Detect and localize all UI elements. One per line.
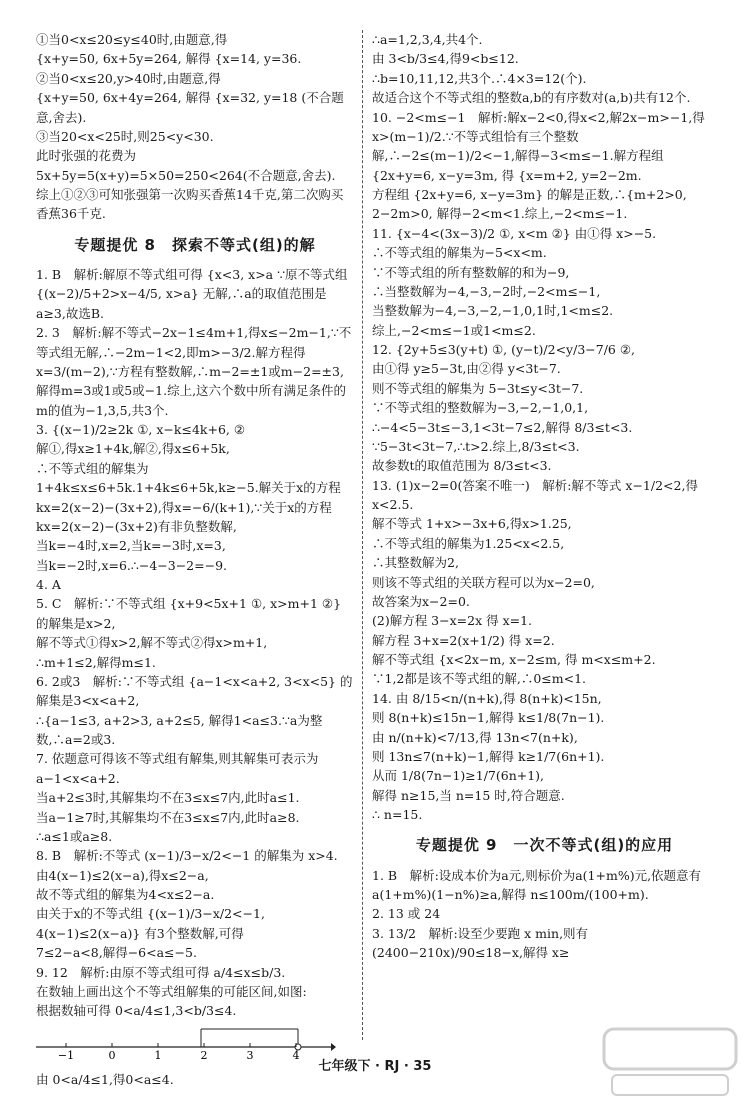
number-line-tick-label: 3 <box>246 1048 254 1061</box>
answer-line: 方程组 {2x+y=6, x−y=3m} 的解是正数,∴{m+2>0, 2−2m>0, 解得−2<m<1.综上,−2<m≤−1. <box>372 187 687 222</box>
answer-item: 1. B 解析:解原不等式组可得 {x<3, x>a ∵原不等式组 {(x−2)/5+2>x−4/5, x>a} 无解,∴a的取值范围是a≥3,故选B. <box>36 267 348 321</box>
answer-line: 当整数解为−4,−3,−2,−1,0,1时,1<m≤2. <box>372 303 614 319</box>
answer-line: ∵1,2都是该不等式组的解,∴0≤m<1. <box>372 671 587 687</box>
answer-line: 12. {2y+5≤3(y+t) ①, (y−t)/2<y/3−7/6 ②, <box>372 342 636 357</box>
answer-line: ∴当整数解为−4,−3,−2时,−2<m≤−1, <box>372 283 601 299</box>
section-title-9: 专题提优 9 一次不等式(组)的应用 <box>415 836 674 855</box>
answer-item: 2. 3 解析:解不等式−2x−1≤4m+1,得x≤−2m−1,∵不等式组无解,∴−2m−1<2,即m>−3/2.解方程得 x=3/(m−2),∵方程有整数解,∴m−2=±1或m−2=±3,解得m=3或1或5或−1.综上,这六个数中所有满足条件的m的值为−1,3,5,共3个. <box>36 325 352 418</box>
answer-line: 解得 n≥15,当 n=15 时,符合题意. <box>372 787 565 803</box>
answer-line: 故答案为x−2=0. <box>372 593 470 609</box>
answer-line: 则 8(n+k)≤15n−1,解得 k≤1/8(7n−1). <box>372 710 605 726</box>
answer-line: 解不等式 1+x>−3x+6,得x>1.25, <box>372 516 572 532</box>
answer-item: 7. 依题意可得该不等式组有解集,则其解集可表示为a−1<x<a+2. <box>36 751 319 786</box>
answer-line: 则 13n≤7(n+k)−1,解得 k≥1/7(6n+1). <box>372 748 605 764</box>
answer-line: ∴ n=15. <box>372 807 423 822</box>
answer-item: 6. 2或3 解析:∵不等式组 {a−1<x<a+2, 3<x<5} 的解集是3<x<a+2, <box>36 673 353 709</box>
answer-line: ②当0<x≤20,y>40时,由题意,得 <box>36 70 221 86</box>
answer-item: 7≤2−a<8,解得−6<a≤−5. <box>36 945 197 961</box>
answer-item: 当k=−4时,x=2,当k=−3时,x=3, <box>36 538 226 554</box>
answer-item: 当k=−2时,x=6.∴−4−3−2=−9. <box>36 557 228 573</box>
left-intro-block <box>36 30 354 224</box>
answer-item: 当a−1≥7时,其解集均不在3≤x≤7内,此时a≥8. <box>36 809 300 825</box>
answer-line: ③当20<x<25时,则25<y<30. <box>36 128 214 144</box>
left-column <box>36 30 354 1089</box>
answer-line: ∴其整数解为2, <box>372 555 459 571</box>
answer-item: 由4(x−1)≤2(x−a),得x≤2−a, <box>36 867 209 883</box>
answer-line: ∵不等式组的所有整数解的和为−9, <box>372 264 570 280</box>
watermark-logo <box>600 1025 740 1100</box>
answer-item: 当a+2≤3时,其解集均不在3≤x≤7内,此时a≤1. <box>36 790 300 806</box>
answer-item: 3. 13/2 解析:设至少要跑 x min,则有 (2400−210x)/90≤18−x,解得 x≥ <box>372 925 589 961</box>
answer-line: {x+y=50, 6x+5y=264, 解得 {x=14, y=36. <box>36 51 302 67</box>
answer-line: ①当0<x≤20≤y≤40时,由题意,得 <box>36 32 228 47</box>
answer-line: 10. −2<m≤−1 解析:解x−2<0,得x<2,解2x−m>−1,得x>(m−1)/2.∵不等式组恰有三个整数解,∴−2≤(m−1)/2<−1,解得−3<m≤−1.解方程组 {2x+y=6, x−y=3m, 得 {x=m+2, y=2−2m. <box>372 109 705 183</box>
number-line-tick-label: 1 <box>154 1048 162 1061</box>
answer-line: 综上①②③可知张强第一次购买香蕉14千克,第二次购买香蕉36千克. <box>36 187 344 222</box>
answer-line: 由 n/(n+k)<7/13,得 13n<7(n+k), <box>372 729 578 745</box>
answer-line: 解方程 3+x=2(x+1/2) 得 x=2. <box>372 632 555 648</box>
left-answer-list <box>36 265 354 1021</box>
answer-line: 综上,−2<m≤−1或1<m≤2. <box>372 322 536 338</box>
answer-line: 11. {x−4<(3x−3)/2 ①, x<m ②} 由①得 x>−5. <box>372 225 657 241</box>
answer-item: 9. 12 解析:由原不等式组可得 a/4≤x≤b/3. <box>36 964 286 980</box>
answer-item: 5. C 解析:∵不等式组 {x+9<5x+1 ①, x>m+1 ②} 的解集是x>2, <box>36 596 342 631</box>
answer-item: 2. 13 或 24 <box>372 906 441 922</box>
answer-line: 则不等式组的解集为 5−3t≤y<3t−7. <box>372 380 584 396</box>
right-answer-list <box>372 30 717 824</box>
answer-line: 故参数t的取值范围为 8/3≤t<3. <box>372 458 552 474</box>
answer-item: ∴a≤1或a≥8. <box>36 828 113 844</box>
answer-line: ∴不等式组的解集为1.25<x<2.5, <box>372 535 565 551</box>
answer-item: ∴不等式组的解集为1+4k≤x≤6+5k.1+4k≤6+5k,k≥−5.解关于x的方程kx=2(x−2)−(3x+2),得x=−6/(k+1),∵关于x的方程kx=2(x−2)−(3x+2)有非负整数解, <box>36 460 341 534</box>
answer-line: ∴a=1,2,3,4,共4个. <box>372 32 483 47</box>
answer-line: ∵不等式组的整数解为−3,−2,−1,0,1, <box>372 400 589 416</box>
right-section9-list <box>372 866 717 963</box>
answer-item: 根据数轴可得 0<a/4≤1,3<b/3≤4. <box>36 1003 237 1019</box>
answer-line: ∴不等式组的解集为−5<x<m. <box>372 245 547 261</box>
answer-item: ∴m+1≤2,解得m≤1. <box>36 654 156 670</box>
answer-item: 3. {(x−1)/2≥2k ①, x−k≤4k+6, ② <box>36 422 246 437</box>
answer-item: 在数轴上画出这个不等式组解集的可能区间,如图: <box>36 983 307 999</box>
answer-item: 由 0<a/4≤1,得0<a≤4. <box>36 1072 174 1087</box>
answer-item: 解①,得x≥1+4k,解②,得x≤6+5k, <box>36 441 230 457</box>
answer-line: {x+y=50, 6x+4y=264, 解得 {x=32, y=18 (不合题意,舍去). <box>36 90 344 125</box>
answer-line: 13. (1)x−2=0(答案不唯一) 解析:解不等式 x−1/2<2,得x<2.5. <box>372 477 698 512</box>
answer-line: ∴b=10,11,12,共3个.∴4×3=12(个). <box>372 70 587 86</box>
number-line-tick-label: 2 <box>200 1048 208 1061</box>
answer-line: 则该不等式组的关联方程可以为x−2=0, <box>372 574 595 590</box>
answer-line: 14. 由 8/15<n/(n+k),得 8(n+k)<15n, <box>372 690 602 706</box>
column-divider <box>362 30 363 1040</box>
number-line-tick-label: 4 <box>292 1048 300 1061</box>
answer-item: 故不等式组的解集为4<x≤2−a. <box>36 887 215 902</box>
answer-item: a(1+m%)(1−n%)≥a,解得 n≤100m/(100+m). <box>372 887 649 902</box>
right-column <box>372 30 717 963</box>
answer-line: ∵5−3t<3t−7,∴t>2.综上,8/3≤t<3. <box>372 438 580 454</box>
page-footer: 七年级下 · RJ · 35 <box>318 1059 432 1074</box>
number-line-tick-label: −1 <box>57 1048 75 1061</box>
answer-line: 由 3<b/3≤4,得9<b≤12. <box>372 51 519 67</box>
answer-item: ∴{a−1≤3, a+2>3, a+2≤5, 解得1<a≤3.∵a为整数,∴a=2或3. <box>36 712 323 747</box>
answer-line: 解不等式组 {x<2x−m, x−2≤m, 得 m<x≤m+2. <box>372 652 656 667</box>
answer-line: 故适合这个不等式组的整数a,b的有序数对(a,b)共有12个. <box>372 90 691 106</box>
answer-line: (2)解方程 3−x=2x 得 x=1. <box>372 613 533 629</box>
answer-item: 由关于x的不等式组 {(x−1)/3−x/2<−1, 4(x−1)≤2(x−a)} 有3个整数解,可得 <box>36 906 265 941</box>
answer-line: 从而 1/8(7n−1)≥1/7(6n+1), <box>372 768 545 784</box>
number-line-tick-label: 0 <box>108 1048 116 1061</box>
answer-item: 8. B 解析:不等式 (x−1)/3−x/2<−1 的解集为 x>4. <box>36 848 338 864</box>
answer-item: 4. A <box>36 577 61 592</box>
answer-line: 由①得 y≥5−3t,由②得 y<3t−7. <box>372 361 561 377</box>
answer-line: ∴−4<5−3t≤−3,1<3t−7≤2,解得 8/3≤t<3. <box>372 419 633 435</box>
section-title-8: 专题提优 8 探索不等式(组)的解 <box>74 235 316 254</box>
answer-line: 此时张强的花费为5x+5y=5(x+y)=5×50=250<264(不合题意,舍去). <box>36 148 336 183</box>
answer-item: 解不等式①得x>2,解不等式②得x>m+1, <box>36 635 268 651</box>
answer-item: 1. B 解析:设成本价为a元,则标价为a(1+m%)元,依题意有 <box>372 867 702 883</box>
